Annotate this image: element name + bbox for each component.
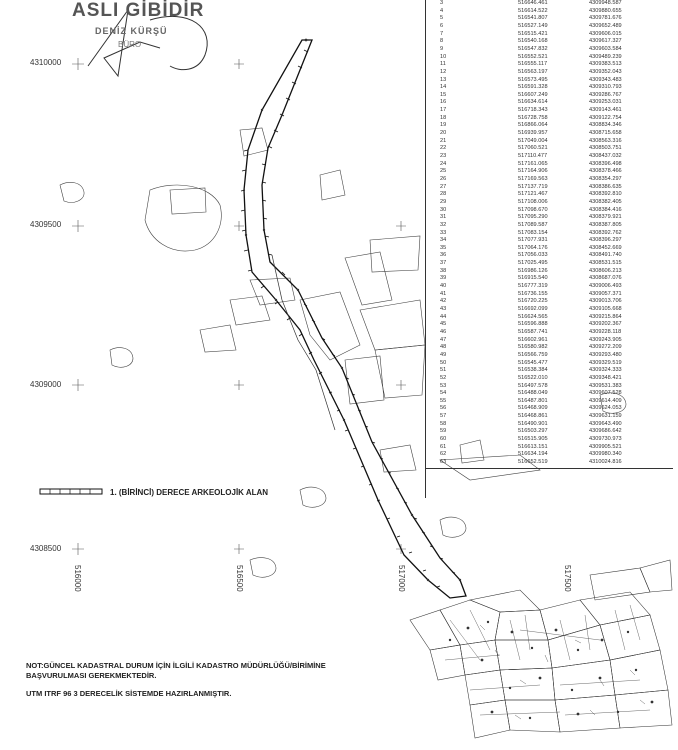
y-coordinate: 4308378.466 (589, 168, 622, 175)
table-row (426, 405, 673, 413)
point-number: 52 (440, 374, 447, 381)
x-coordinate: 517164.906 (518, 168, 548, 175)
y-coordinate: 4308687.076 (589, 275, 622, 282)
point-number: 31 (440, 214, 447, 221)
y-coordinate: 4309329.519 (589, 359, 622, 366)
point-number: 12 (440, 68, 447, 75)
y-coordinate: 4309310.793 (589, 84, 622, 91)
point-number: 38 (440, 267, 447, 274)
x-coordinate: 517077.931 (518, 237, 548, 244)
x-coordinate: 516515.905 (518, 436, 548, 443)
x-coordinate: 516515.421 (518, 30, 548, 37)
x-coordinate: 516541.807 (518, 15, 548, 22)
x-coordinate: 516646.461 (518, 0, 548, 6)
table-row (426, 275, 673, 283)
point-number: 47 (440, 336, 447, 343)
table-row (426, 77, 673, 85)
table-row (426, 459, 673, 467)
x-coordinate: 517169.563 (518, 175, 548, 182)
x-coordinate: 516503.297 (518, 428, 548, 435)
y-coordinate: 4309606.015 (589, 30, 622, 37)
point-number: 56 (440, 405, 447, 412)
point-number: 10 (440, 53, 447, 60)
y-coordinate: 4309617.327 (589, 38, 622, 45)
point-number: 46 (440, 328, 447, 335)
table-row (426, 115, 673, 123)
x-coordinate: 517060.521 (518, 145, 548, 152)
point-number: 48 (440, 344, 447, 351)
point-number: 8 (440, 38, 444, 45)
point-number: 50 (440, 359, 447, 366)
y-coordinate: 4309143.461 (589, 107, 622, 114)
point-number: 4 (440, 7, 444, 14)
table-row (426, 15, 673, 23)
x-coordinate: 516566.759 (518, 351, 548, 358)
point-number: 30 (440, 206, 447, 213)
table-row (426, 398, 673, 406)
x-coordinate: 516591.328 (518, 84, 548, 91)
point-number: 6 (440, 22, 444, 29)
y-coordinate: 4308396.498 (589, 160, 622, 167)
y-coordinate: 4309057.371 (589, 290, 622, 297)
table-row (426, 31, 673, 39)
y-coordinate: 4309603.584 (589, 45, 622, 52)
y-coordinate: 4309686.642 (589, 428, 622, 435)
x-coordinate: 516614.522 (518, 7, 548, 14)
y-coordinate: 4309348.421 (589, 374, 622, 381)
point-number: 19 (440, 122, 447, 129)
table-row (426, 0, 673, 8)
table-row (426, 99, 673, 107)
point-number: 34 (440, 237, 447, 244)
point-number: 29 (440, 198, 447, 205)
coordinate-table (425, 0, 673, 498)
y-coordinate: 4309243.905 (589, 336, 622, 343)
x-coordinate: 517025.495 (518, 260, 548, 267)
x-coordinate: 516986.126 (518, 267, 548, 274)
stamp-subtitle: DENİZ KÜRŞÜ (95, 26, 168, 36)
table-row (426, 176, 673, 184)
grid-x-label: 516500 (235, 565, 244, 592)
table-row (426, 153, 673, 161)
x-coordinate: 517121.467 (518, 191, 548, 198)
grid-x-label: 517000 (397, 565, 406, 592)
y-coordinate: 4309122.754 (589, 114, 622, 121)
table-row (426, 283, 673, 291)
y-coordinate: 4309272.209 (589, 344, 622, 351)
grid-x-label: 517500 (563, 565, 572, 592)
grid-y-label: 4309000 (30, 380, 62, 389)
x-coordinate: 517098.670 (518, 206, 548, 213)
table-row (426, 260, 673, 268)
x-coordinate: 516720.225 (518, 298, 548, 305)
y-coordinate: 4309781.676 (589, 15, 622, 22)
point-number: 42 (440, 298, 447, 305)
x-coordinate: 516652.519 (518, 459, 548, 465)
point-number: 13 (440, 76, 447, 83)
y-coordinate: 4309286.767 (589, 91, 622, 98)
x-coordinate: 516728.758 (518, 114, 548, 121)
y-coordinate: 4308531.515 (589, 260, 622, 267)
y-coordinate: 4309343.483 (589, 76, 622, 83)
table-row (426, 375, 673, 383)
y-coordinate: 4309352.043 (589, 68, 622, 75)
x-coordinate: 516488.049 (518, 390, 548, 397)
y-coordinate: 4309293.480 (589, 351, 622, 358)
x-coordinate: 516634.614 (518, 99, 548, 106)
point-number: 51 (440, 367, 447, 374)
point-number: 41 (440, 290, 447, 297)
table-row (426, 168, 673, 176)
y-coordinate: 4309383.513 (589, 61, 622, 68)
x-coordinate: 516718.343 (518, 107, 548, 114)
table-row (426, 352, 673, 360)
table-row (426, 230, 673, 238)
table-row (426, 252, 673, 260)
table-row (426, 291, 673, 299)
point-number: 35 (440, 244, 447, 251)
point-number: 60 (440, 436, 447, 443)
table-row (426, 360, 673, 368)
point-number: 57 (440, 413, 447, 420)
y-coordinate: 4309006.493 (589, 283, 622, 290)
y-coordinate: 4309105.668 (589, 306, 622, 312)
y-coordinate: 4309228.118 (589, 328, 622, 335)
y-coordinate: 4308503.751 (589, 145, 622, 152)
note-line: BAŞVURULMASI GEREKMEKTEDİR. (26, 671, 157, 680)
x-coordinate: 516538.384 (518, 367, 548, 374)
boundary-tick-marks (241, 50, 455, 587)
point-number: 36 (440, 252, 447, 259)
grid-crosses (72, 58, 406, 555)
point-number: 40 (440, 283, 447, 290)
y-coordinate: 4309202.367 (589, 321, 622, 328)
point-number: 11 (440, 61, 446, 68)
grid-y-label: 4308500 (30, 544, 62, 553)
table-row (426, 390, 673, 398)
x-coordinate: 516624.565 (518, 313, 548, 320)
x-coordinate: 516552.521 (518, 53, 548, 60)
x-coordinate: 516555.117 (518, 61, 548, 68)
table-row (426, 245, 673, 253)
x-coordinate: 516468.861 (518, 413, 548, 420)
y-coordinate: 4309880.655 (589, 7, 622, 14)
y-coordinate: 4308491.740 (589, 252, 622, 259)
table-row (426, 84, 673, 92)
table-row (426, 314, 673, 322)
y-coordinate: 4308387.805 (589, 221, 622, 228)
legend-symbol (40, 489, 102, 494)
table-row (426, 161, 673, 169)
y-coordinate: 4310024.816 (589, 459, 622, 465)
point-number: 22 (440, 145, 447, 152)
point-number: 5 (440, 15, 444, 22)
table-row (426, 122, 673, 130)
x-coordinate: 516736.155 (518, 290, 548, 297)
point-number: 44 (440, 313, 447, 320)
table-row (426, 321, 673, 329)
y-coordinate: 4308379.921 (589, 214, 622, 221)
x-coordinate: 516634.194 (518, 451, 548, 458)
grid-y-label: 4309500 (30, 220, 62, 229)
x-coordinate: 516563.197 (518, 68, 548, 75)
table-row (426, 69, 673, 77)
stamp-office: BÜRO (118, 40, 142, 49)
table-row (426, 222, 673, 230)
table-bottom-rule (426, 468, 673, 469)
x-coordinate: 516587.741 (518, 328, 548, 335)
table-row (426, 92, 673, 100)
point-number: 16 (440, 99, 447, 106)
y-coordinate: 4309324.333 (589, 367, 622, 374)
point-number: 59 (440, 428, 447, 435)
y-coordinate: 4309730.973 (589, 436, 622, 443)
x-coordinate: 516607.249 (518, 91, 548, 98)
y-coordinate: 4309531.383 (589, 382, 622, 389)
point-number: 32 (440, 221, 447, 228)
y-coordinate: 4309948.587 (589, 0, 622, 6)
point-number: 21 (440, 137, 447, 144)
x-coordinate: 516777.319 (518, 283, 548, 290)
x-coordinate: 516602.961 (518, 336, 548, 343)
point-number: 54 (440, 390, 447, 397)
x-coordinate: 516692.099 (518, 306, 548, 312)
x-coordinate: 516939.957 (518, 130, 548, 137)
point-number: 53 (440, 382, 447, 389)
point-number: 24 (440, 160, 447, 167)
y-coordinate: 4308437.032 (589, 153, 622, 159)
y-coordinate: 4309652.489 (589, 22, 622, 29)
y-coordinate: 4309253.031 (589, 99, 622, 106)
x-coordinate: 516915.540 (518, 275, 548, 282)
x-coordinate: 516545.477 (518, 359, 548, 366)
x-coordinate: 516522.010 (518, 374, 548, 381)
table-row (426, 191, 673, 199)
village-dots (449, 621, 654, 719)
table-row (426, 54, 673, 62)
table-row (426, 23, 673, 31)
point-number: 61 (440, 443, 447, 450)
x-coordinate: 516497.578 (518, 382, 548, 389)
y-coordinate: 4308392.762 (589, 229, 622, 236)
x-coordinate: 517161.065 (518, 160, 548, 167)
table-row (426, 451, 673, 459)
y-coordinate: 4308606.213 (589, 267, 622, 274)
table-row (426, 421, 673, 429)
y-coordinate: 4308392.810 (589, 191, 622, 198)
y-coordinate: 4308834.346 (589, 122, 622, 129)
stamp-title: ASLI GİBİDİR (72, 0, 205, 21)
x-coordinate: 516596.888 (518, 321, 548, 328)
y-coordinate: 4309489.239 (589, 53, 622, 60)
table-row (426, 268, 673, 276)
table-row (426, 107, 673, 115)
table-row (426, 344, 673, 352)
point-number: 14 (440, 84, 447, 91)
point-number: 43 (440, 306, 447, 312)
point-number: 23 (440, 153, 447, 159)
x-coordinate: 516547.832 (518, 45, 548, 52)
point-number: 37 (440, 260, 447, 267)
x-coordinate: 516580.982 (518, 344, 548, 351)
table-row (426, 298, 673, 306)
y-coordinate: 4309631.159 (589, 413, 622, 420)
point-number: 27 (440, 183, 447, 190)
table-row (426, 383, 673, 391)
x-coordinate: 517064.176 (518, 244, 548, 251)
legend-label: 1. (BİRİNCİ) DERECE ARKEOLOJİK ALAN (110, 488, 269, 497)
x-coordinate: 516866.064 (518, 122, 548, 129)
grid-x-label: 516000 (73, 565, 82, 592)
table-row (426, 199, 673, 207)
point-number: 55 (440, 397, 447, 404)
y-coordinate: 4309215.864 (589, 313, 622, 320)
table-row (426, 436, 673, 444)
x-coordinate: 516613.151 (518, 443, 548, 450)
table-row (426, 367, 673, 375)
table-row (426, 306, 673, 314)
table-row (426, 444, 673, 452)
table-row (426, 237, 673, 245)
x-coordinate: 517108.006 (518, 198, 548, 205)
y-coordinate: 4308563.316 (589, 137, 622, 144)
point-number: 20 (440, 130, 447, 137)
point-number: 25 (440, 168, 447, 175)
point-number: 49 (440, 351, 447, 358)
y-coordinate: 4308384.416 (589, 206, 622, 213)
table-row (426, 413, 673, 421)
x-coordinate: 517056.033 (518, 252, 548, 259)
y-coordinate: 4309624.053 (589, 405, 622, 412)
x-coordinate: 517083.154 (518, 229, 548, 236)
point-number: 39 (440, 275, 447, 282)
table-row (426, 8, 673, 16)
point-number: 9 (440, 45, 444, 52)
note-line: UTM ITRF 96 3 DERECELİK SİSTEMDE HAZIRLANMIŞTIR. (26, 689, 232, 698)
x-coordinate: 516573.495 (518, 76, 548, 83)
point-number: 26 (440, 175, 447, 182)
point-number: 62 (440, 451, 447, 458)
y-coordinate: 4308452.669 (589, 244, 622, 251)
point-number: 18 (440, 114, 447, 121)
x-coordinate: 517049.004 (518, 137, 548, 144)
y-coordinate: 4308382.405 (589, 198, 622, 205)
y-coordinate: 4308386.635 (589, 183, 622, 190)
y-coordinate: 4308715.658 (589, 130, 622, 137)
y-coordinate: 4309013.706 (589, 298, 622, 305)
y-coordinate: 4309607.528 (589, 390, 622, 397)
table-row (426, 214, 673, 222)
point-number: 28 (440, 191, 447, 198)
y-coordinate: 4309643.490 (589, 420, 622, 427)
point-number: 3 (440, 0, 444, 6)
x-coordinate: 517110.477 (518, 153, 548, 159)
grid-y-label: 4310000 (30, 58, 62, 67)
table-row (426, 46, 673, 54)
y-coordinate: 4309905.521 (589, 443, 622, 450)
y-coordinate: 4309980.340 (589, 451, 622, 458)
table-row (426, 329, 673, 337)
y-coordinate: 4308354.297 (589, 175, 622, 182)
x-coordinate: 517095.290 (518, 214, 548, 221)
point-number: 63 (440, 459, 447, 465)
table-row (426, 337, 673, 345)
x-coordinate: 516468.909 (518, 405, 548, 412)
table-row (426, 138, 673, 146)
table-row (426, 207, 673, 215)
table-row (426, 145, 673, 153)
x-coordinate: 516487.801 (518, 397, 548, 404)
y-coordinate: 4308396.297 (589, 237, 622, 244)
x-coordinate: 516490.901 (518, 420, 548, 427)
x-coordinate: 517137.719 (518, 183, 548, 190)
table-row (426, 61, 673, 69)
point-number: 33 (440, 229, 447, 236)
point-number: 15 (440, 91, 447, 98)
note-line: NOT:GÜNCEL KADASTRAL DURUM İÇİN İLGİLİ KADASTRO MÜDÜRLÜĞÜ/BİRİMİNE (26, 661, 326, 670)
point-number: 45 (440, 321, 447, 328)
table-row (426, 38, 673, 46)
x-coordinate: 516540.168 (518, 38, 548, 45)
x-coordinate: 516527.149 (518, 22, 548, 29)
x-coordinate: 517089.587 (518, 221, 548, 228)
point-number: 7 (440, 30, 444, 37)
table-row (426, 130, 673, 138)
village-parcels (410, 560, 672, 738)
table-row (426, 184, 673, 192)
village-subdivisions (445, 605, 650, 719)
point-number: 17 (440, 107, 447, 114)
table-row (426, 428, 673, 436)
y-coordinate: 4309614.409 (589, 397, 622, 404)
point-number: 58 (440, 420, 447, 427)
